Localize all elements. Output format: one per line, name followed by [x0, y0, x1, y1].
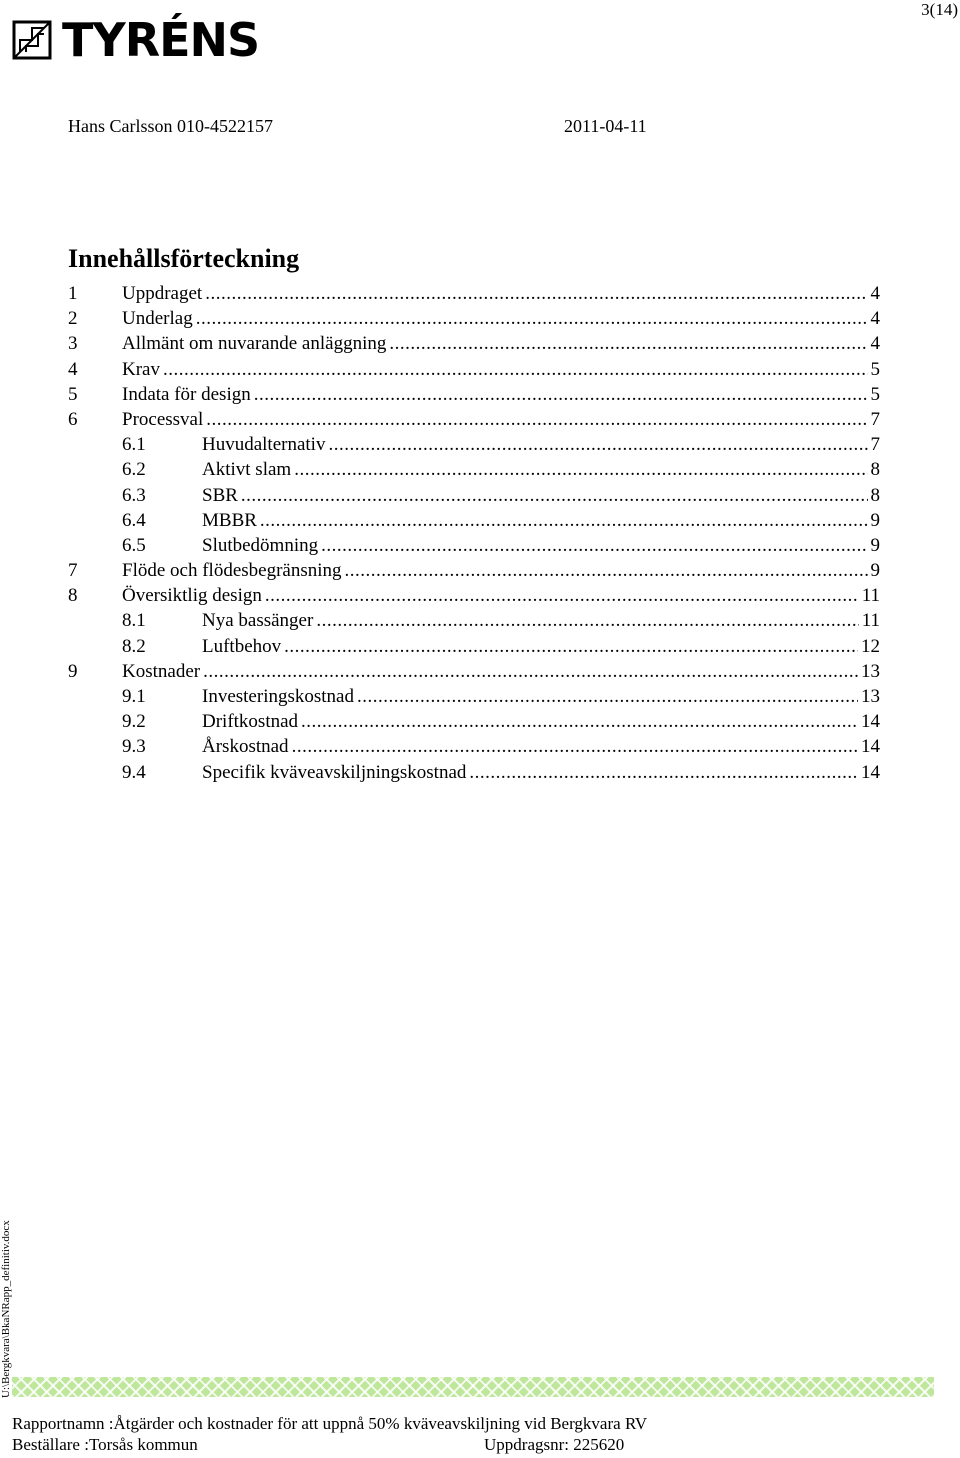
table-of-contents [68, 281, 880, 785]
toc-entry-number: 7 [68, 560, 78, 582]
toc-entry-number: 9 [68, 660, 78, 682]
toc-entry-title: Krav [122, 358, 160, 380]
toc-entry-number: 8 [68, 585, 78, 607]
toc-entry-page: 8 [870, 459, 880, 481]
toc-entry-page: 11 [861, 610, 880, 632]
toc-entry[interactable] [68, 432, 880, 457]
toc-entry-page: 8 [870, 484, 880, 506]
footer-client: Beställare :Torsås kommun [12, 1435, 198, 1454]
toc-entry-page: 4 [870, 308, 880, 330]
tyrens-logo-icon [12, 20, 52, 60]
toc-entry[interactable] [68, 709, 880, 734]
toc-entry[interactable] [68, 684, 880, 709]
company-logo [12, 13, 260, 67]
toc-entry-title: Nya bassänger [202, 610, 314, 632]
toc-entry[interactable] [68, 533, 880, 558]
toc-entry-number: 6 [68, 408, 78, 430]
toc-entry-number: 4 [68, 358, 78, 380]
footer-report-name: Rapportnamn :Åtgärder och kostnader för att uppnå 50% kväveavskiljning vid Bergkvara RV [12, 1414, 648, 1433]
toc-entry[interactable] [68, 734, 880, 759]
toc-entry-page: 7 [870, 434, 880, 456]
toc-entry-number: 8.1 [122, 610, 146, 632]
toc-entry[interactable] [68, 508, 880, 533]
file-path-label: U:\Bergkvara\BkaNRapp_definitiv.docx [0, 1220, 12, 1398]
toc-entry-number: 6.1 [122, 434, 146, 456]
toc-entry-page: 14 [861, 711, 880, 733]
toc-entry-page: 5 [870, 383, 880, 405]
toc-entry-title: Specifik kväveavskiljningskostnad [202, 761, 467, 783]
toc-entry-number: 2 [68, 308, 78, 330]
toc-entry-page: 13 [861, 660, 880, 682]
logo-wordmark: TYRÉNS [62, 13, 260, 67]
toc-entry-title: MBBR [202, 509, 257, 531]
toc-entry-page: 4 [870, 283, 880, 304]
toc-entry-page: 9 [870, 534, 880, 556]
toc-entry[interactable] [68, 760, 880, 785]
toc-entry-number: 9.1 [122, 686, 146, 707]
toc-entry[interactable] [68, 583, 880, 608]
toc-entry-number: 3 [68, 333, 78, 355]
toc-entry[interactable] [68, 483, 880, 508]
toc-entry[interactable] [68, 306, 880, 331]
toc-entry-page: 13 [861, 686, 880, 707]
toc-entry[interactable] [68, 407, 880, 432]
toc-entry-number: 8.2 [122, 635, 146, 657]
toc-entry-page: 14 [861, 736, 880, 758]
toc-entry-title: Luftbehov [202, 635, 282, 657]
toc-entry[interactable] [68, 659, 880, 684]
footer-pattern-band [12, 1377, 934, 1397]
toc-entry-page: 14 [861, 761, 880, 783]
toc-entry-title: Underlag [122, 308, 193, 330]
toc-entry-page: 12 [861, 635, 880, 657]
toc-heading: Innehållsförteckning [68, 244, 300, 273]
toc-entry-title: Flöde och flödesbegränsning [122, 560, 342, 582]
toc-entry-title: Indata för design [122, 383, 251, 405]
toc-entry-page: 9 [870, 509, 880, 531]
toc-entry-number: 5 [68, 383, 78, 405]
toc-entry-title: Slutbedömning [202, 534, 319, 556]
toc-entry-page: 11 [861, 585, 880, 607]
footer-project-number: Uppdragsnr: 225620 [484, 1435, 625, 1454]
toc-entry[interactable] [68, 634, 880, 659]
toc-entry[interactable] [68, 281, 880, 306]
toc-entry-number: 6.3 [122, 484, 146, 506]
toc-entry-number: 6.5 [122, 534, 146, 556]
toc-entry-page: 5 [870, 358, 880, 380]
document-date: 2011-04-11 [564, 116, 647, 136]
toc-entry-title: Uppdraget [122, 283, 203, 304]
toc-entry-title: Huvudalternativ [202, 434, 326, 456]
toc-entry[interactable] [68, 331, 880, 356]
page-number: 3(14) [921, 0, 958, 19]
toc-entry-title: SBR [202, 484, 238, 506]
toc-entry[interactable] [68, 558, 880, 583]
toc-entry-title: Kostnader [122, 660, 201, 682]
author-line: Hans Carlsson 010-4522157 [68, 116, 273, 136]
toc-entry-title: Översiktlig design [122, 585, 262, 607]
toc-entry-page: 4 [870, 333, 880, 355]
toc-entry-title: Driftkostnad [202, 711, 299, 733]
toc-entry-number: 6.2 [122, 459, 146, 481]
toc-entry-page: 7 [870, 408, 880, 430]
toc-entry[interactable] [68, 382, 880, 407]
toc-entry-title: Årskostnad [202, 736, 289, 758]
toc-entry-number: 9.4 [122, 761, 146, 783]
toc-entry-title: Aktivt slam [202, 459, 292, 481]
toc-entry-title: Investeringskostnad [202, 686, 354, 707]
toc-entry-title: Allmänt om nuvarande anläggning [122, 333, 387, 355]
toc-entry-title: Processval [122, 408, 204, 430]
toc-entry[interactable] [68, 357, 880, 382]
toc-entry[interactable] [68, 608, 880, 633]
toc-entry-number: 1 [68, 283, 78, 304]
toc-entry-number: 9.3 [122, 736, 146, 758]
toc-entry-number: 9.2 [122, 711, 146, 733]
toc-entry[interactable] [68, 457, 880, 482]
toc-entry-page: 9 [870, 560, 880, 582]
toc-entry-number: 6.4 [122, 509, 146, 531]
